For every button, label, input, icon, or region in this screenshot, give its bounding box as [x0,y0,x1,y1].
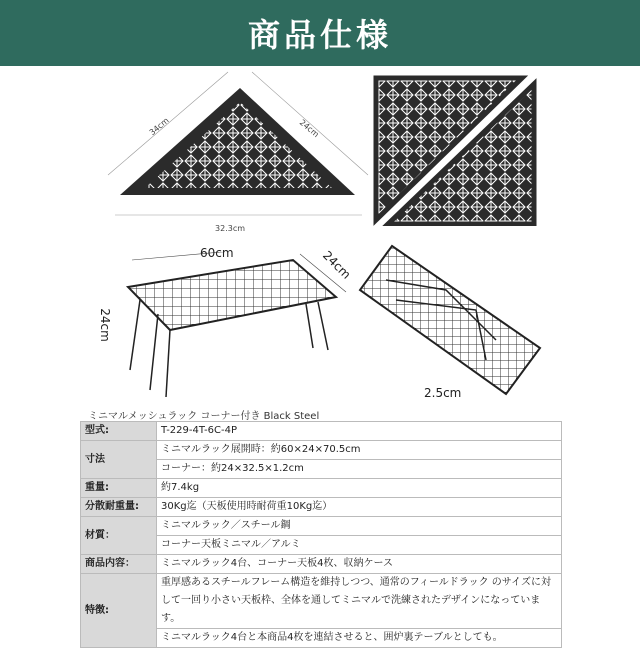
spec-label-dimensions: 寸法 [81,441,157,479]
spec-value-load: 30Kg迄（天板使用時耐荷重10Kg迄） [157,498,562,517]
spec-table [80,421,562,648]
spec-label-contents: 商品内容： [81,555,157,574]
corner-dim-left: 34cm [147,115,171,138]
rack-dim-depth: 24cm [319,248,354,282]
mesh-rack-image [118,252,348,402]
spec-value-dimensions-rack: ミニマルラック展開時：約60×24×70.5cm [157,441,562,460]
table-row [81,479,562,498]
table-row [81,555,562,574]
corner-dim-right: 24cm [297,117,321,140]
corner-dim-bottom: 32.3cm [215,224,246,233]
corner-plates-pair-image [372,74,538,226]
rack-dim-width: 60cm [200,246,234,260]
page-title: 商品仕様 [247,16,392,54]
header-banner [0,0,640,66]
spec-label-weight: 重量: [81,479,157,498]
rack-dim-height: 24cm [97,308,112,342]
spec-label-material: 材質： [81,517,157,555]
table-row [81,422,562,441]
spec-value-model: T-229-4T-6C-4P [157,422,562,441]
spec-label-model: 型式: [81,422,157,441]
folded-dim-thickness: 2.5cm [424,386,462,400]
product-caption: ミニマルメッシュラック コーナー付き Black Steel [88,411,320,422]
spec-value-features-1: 重厚感あるスチールフレーム構造を維持しつつ、通常のフィールドラック のサイズに対して一回り小さい天板枠、全体を通してミニマルで洗練されたデザインになっています。 [157,574,562,629]
corner-plate-image [100,70,370,240]
spec-label-load: 分散耐重量: [81,498,157,517]
spec-value-material-rack: ミニマルラック／スチール鋼 [157,517,562,536]
spec-label-features: 特徴: [81,574,157,648]
spec-value-contents: ミニマルラック4台、コーナー天板4枚、収納ケース [157,555,562,574]
folded-rack-image [356,240,544,400]
spec-value-dimensions-corner: コーナー：約24×32.5×1.2cm [157,460,562,479]
spec-value-material-corner: コーナー天板ミニマル／アルミ [157,536,562,555]
table-row [81,574,562,629]
table-row [81,441,562,460]
table-row [81,498,562,517]
table-row [81,517,562,536]
spec-value-features-2: ミニマルラック4台と本商品4枚を連結させると、囲炉裏テーブルとしても。 [157,629,562,648]
spec-value-weight: 約7.4kg [157,479,562,498]
